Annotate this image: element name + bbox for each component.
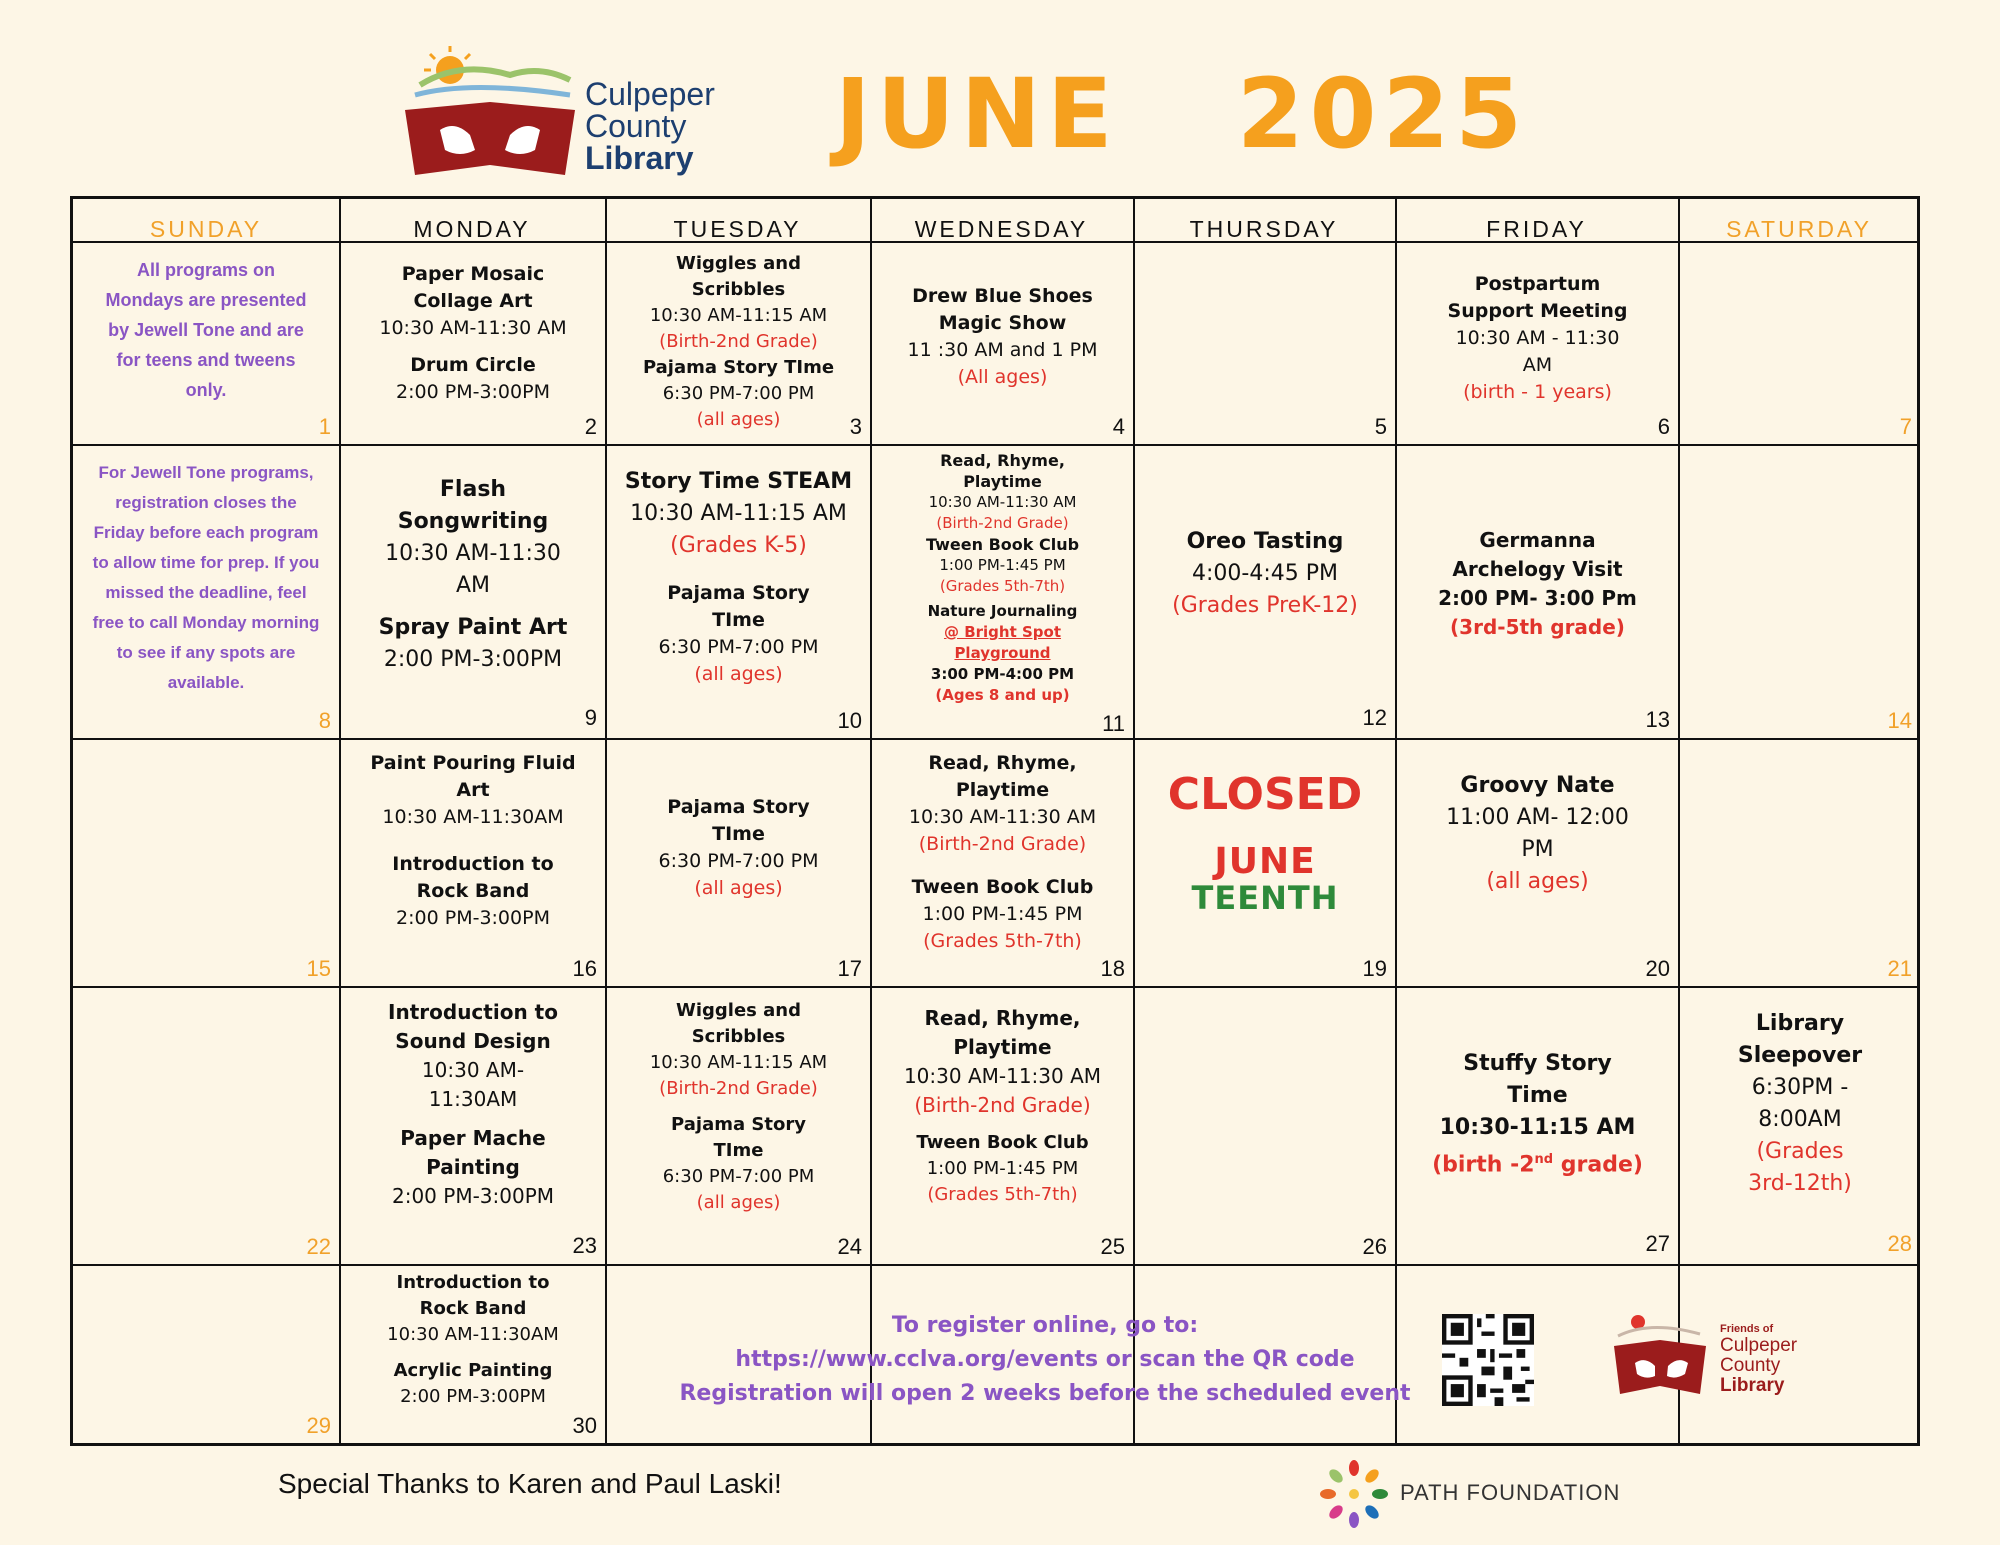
event-time: 1:00 PM-1:45 PM — [922, 903, 1083, 925]
note-line: Mondays are presented — [105, 290, 307, 310]
friends-line: County — [1720, 1355, 1781, 1376]
event-title: Read, Rhyme, — [924, 1006, 1081, 1030]
event-time: 6:30 PM-7:00 PM — [658, 850, 819, 872]
day-cell-9 — [341, 446, 605, 738]
path-foundation-label: PATH FOUNDATION — [1400, 1480, 1621, 1505]
closed-label: CLOSED — [1167, 769, 1363, 820]
event-title: Library — [1755, 1011, 1845, 1036]
event-audience: (Grades — [1756, 1139, 1844, 1164]
event-title: Paper Mache — [400, 1126, 546, 1150]
event-title: Painting — [426, 1155, 520, 1179]
calendar-grid — [70, 196, 1920, 1446]
date-number: 19 — [1362, 956, 1387, 981]
day-cell-26 — [1135, 988, 1395, 1264]
event-audience: (3rd-5th grade) — [1450, 615, 1625, 639]
event-title: Paint Pouring Fluid — [370, 752, 576, 774]
note-line: Friday before each program — [93, 523, 319, 542]
date-number: 8 — [318, 708, 331, 733]
date-number: 7 — [1899, 414, 1912, 439]
day-cell-18 — [872, 740, 1133, 986]
event-time: 4:00-4:45 PM — [1192, 561, 1338, 586]
event-title: Tween Book Club — [916, 1132, 1089, 1153]
event-audience: (Grades 5th-7th) — [939, 577, 1066, 595]
event-time: 6:30PM - — [1751, 1075, 1849, 1100]
day-cell-3 — [607, 243, 870, 444]
date-number: 17 — [837, 956, 862, 981]
register-line: To register online, go to: — [891, 1313, 1199, 1338]
day-cell-25 — [872, 988, 1133, 1264]
day-cell-28 — [1680, 988, 1920, 1264]
date-number: 24 — [837, 1234, 862, 1259]
event-time: 10:30 AM-11:30 AM — [928, 493, 1077, 511]
event-audience: (birth - 1 years) — [1463, 381, 1612, 403]
event-audience: (Grades 5th-7th) — [927, 1184, 1078, 1205]
juneteenth-word-teenth: TEENTH — [1191, 879, 1339, 917]
event-audience: (Grades K-5) — [670, 533, 807, 558]
day-cell-22 — [73, 988, 339, 1264]
event-audience: (Birth-2nd Grade) — [659, 1078, 818, 1099]
day-cell-12 — [1135, 446, 1395, 738]
event-time: 1:00 PM-1:45 PM — [926, 1158, 1079, 1179]
register-url[interactable]: https://www.cclva.org/events or scan the QR code — [735, 1347, 1355, 1372]
date-number: 9 — [584, 705, 597, 730]
event-title: Paper Mosaic — [401, 263, 545, 285]
event-audience: (all ages) — [1486, 869, 1589, 894]
day-cell-17 — [607, 740, 870, 986]
date-number: 20 — [1645, 956, 1670, 981]
day-cell-14 — [1680, 446, 1920, 738]
dayname-saturday: SATURDAY — [1726, 216, 1872, 242]
day-cell-8 — [73, 446, 339, 738]
event-title: Acrylic Painting — [393, 1360, 553, 1381]
event-time: 6:30 PM-7:00 PM — [662, 383, 815, 404]
event-title: Postpartum — [1474, 273, 1601, 295]
date-number: 29 — [306, 1413, 331, 1438]
friends-line: Friends of — [1720, 1323, 1774, 1335]
event-title: Pajama Story TIme — [642, 357, 835, 378]
dayname-friday: FRIDAY — [1486, 216, 1587, 242]
register-line: Registration will open 2 weeks before the scheduled event — [679, 1381, 1411, 1406]
friends-logo — [1610, 1308, 1830, 1398]
event-title: Stuffy Story — [1463, 1051, 1612, 1076]
event-audience: (all ages) — [696, 1192, 781, 1213]
date-number: 2 — [584, 414, 597, 439]
date-number: 15 — [306, 956, 331, 981]
event-time: 10:30 AM-11:30AM — [382, 806, 564, 828]
event-audience: (Birth-2nd Grade) — [936, 514, 1069, 532]
day-cell-27 — [1397, 988, 1678, 1264]
event-title: Rock Band — [416, 880, 530, 902]
event-audience: (Grades 5th-7th) — [923, 930, 1082, 952]
date-number: 18 — [1100, 956, 1125, 981]
day-cell-6 — [1397, 243, 1678, 444]
event-time: 10:30 AM-11:30 — [385, 541, 561, 566]
date-number: 12 — [1362, 705, 1387, 730]
date-number: 26 — [1362, 1234, 1387, 1259]
path-foundation-icon — [1318, 1458, 1390, 1530]
event-time: 10:30 AM-11:15 AM — [649, 305, 828, 326]
event-title: Sound Design — [395, 1029, 551, 1053]
library-logo-text — [585, 78, 715, 174]
day-cell-16 — [341, 740, 605, 986]
dayname-wednesday: WEDNESDAY — [914, 216, 1089, 242]
event-time: 2:00 PM-3:00PM — [396, 381, 550, 403]
event-time: 6:30 PM-7:00 PM — [662, 1166, 815, 1187]
event-audience: (Grades PreK-12) — [1172, 593, 1358, 618]
event-title: Support Meeting — [1447, 300, 1628, 322]
monday-programs-note — [73, 243, 339, 405]
event-title: Groovy Nate — [1460, 773, 1615, 798]
date-number: 22 — [306, 1234, 331, 1259]
date-number: 11 — [1102, 711, 1125, 736]
event-time: 1:00 PM-1:45 PM — [939, 556, 1066, 574]
day-cell-10 — [607, 446, 870, 738]
date-number: 1 — [318, 414, 331, 439]
event-time: 2:00 PM-3:00PM — [391, 1184, 555, 1208]
event-audience: (Ages 8 and up) — [935, 686, 1070, 704]
event-time: AM — [455, 573, 491, 598]
day-cell-29 — [73, 1266, 339, 1443]
special-thanks: Special Thanks to Karen and Paul Laski! — [278, 1468, 782, 1499]
event-title: Read, Rhyme, — [928, 752, 1077, 774]
event-location-link[interactable]: Playground — [954, 644, 1051, 662]
event-title: Tween Book Club — [911, 876, 1094, 898]
event-title: Scribbles — [691, 1026, 786, 1047]
event-title: Playtime — [955, 779, 1050, 801]
page-title: JUNE 2025 — [835, 58, 1529, 170]
day-cell-4 — [872, 243, 1133, 444]
event-time: 11:00 AM- 12:00 — [1446, 805, 1629, 830]
registration-note — [73, 446, 339, 698]
event-audience: (Birth-2nd Grade) — [914, 1093, 1091, 1117]
note-line: only. — [185, 380, 227, 400]
event-title: Story Time STEAM — [624, 469, 853, 494]
event-title: Art — [456, 779, 490, 801]
event-title: Tween Book Club — [925, 535, 1080, 554]
juneteenth-graphic — [1135, 841, 1395, 917]
event-title: Wiggles and — [676, 253, 801, 274]
day-cell-15 — [73, 740, 339, 986]
note-line: missed the deadline, feel — [105, 583, 307, 602]
logo-line-library: Library — [585, 140, 694, 176]
event-title: Time — [1507, 1083, 1568, 1108]
event-title: TIme — [712, 823, 765, 845]
event-time: 10:30-11:15 AM — [1439, 1115, 1636, 1140]
audience-superscript: nd — [1534, 1152, 1554, 1167]
event-title: TIme — [713, 1140, 764, 1161]
audience-part: grade) — [1553, 1152, 1643, 1178]
event-title: TIme — [712, 609, 765, 631]
date-number: 23 — [572, 1233, 597, 1258]
event-title: Drew Blue Shoes — [912, 285, 1093, 307]
event-time: 11:30AM — [428, 1087, 518, 1111]
day-cell-23 — [341, 988, 605, 1264]
day-cell-11 — [872, 446, 1133, 738]
event-title: Rock Band — [419, 1298, 527, 1319]
day-cell-7 — [1680, 243, 1920, 444]
event-audience — [1397, 1144, 1678, 1181]
logo-line-culpeper: Culpeper — [585, 76, 715, 112]
event-title: Nature Journaling — [927, 602, 1078, 620]
event-time: PM — [1521, 837, 1554, 862]
date-number: 10 — [837, 708, 862, 733]
date-number: 16 — [572, 956, 597, 981]
event-title: Pajama Story — [671, 1114, 806, 1135]
event-time: 10:30 AM-11:30AM — [387, 1324, 559, 1345]
event-audience: 3rd-12th) — [1748, 1171, 1852, 1196]
event-audience: (All ages) — [957, 366, 1048, 388]
logo-line-county: County — [585, 108, 687, 144]
date-number: 27 — [1645, 1231, 1670, 1256]
event-title: Sleepover — [1737, 1043, 1863, 1068]
note-line: available. — [167, 673, 245, 692]
event-time: 2:00 PM-3:00PM — [400, 1386, 546, 1407]
day-cell-1 — [73, 243, 339, 444]
dayname-thursday: THURSDAY — [1189, 216, 1339, 242]
event-title: Introduction to — [396, 1272, 550, 1293]
event-time: 11 :30 AM and 1 PM — [907, 339, 1098, 361]
event-title: Introduction to — [392, 853, 554, 875]
day-cell-30 — [341, 1266, 605, 1443]
event-title: Wiggles and — [676, 1000, 801, 1021]
date-number: 28 — [1887, 1231, 1912, 1256]
event-title: Archelogy Visit — [1452, 557, 1623, 581]
event-time: 10:30 AM-11:30 AM — [908, 806, 1097, 828]
date-number: 14 — [1887, 708, 1912, 733]
note-line: to allow time for prep. If you — [92, 553, 320, 572]
date-number: 4 — [1112, 414, 1125, 439]
day-cell-20 — [1397, 740, 1678, 986]
date-number: 13 — [1645, 707, 1670, 732]
note-line: registration closes the — [115, 493, 297, 512]
event-audience: (all ages) — [696, 409, 781, 430]
event-title: Flash — [439, 477, 507, 502]
note-line: for teens and tweens — [116, 350, 296, 370]
event-time: 10:30 AM-11:30 AM — [379, 317, 567, 339]
event-title: Songwriting — [397, 509, 549, 534]
event-time: 8:00AM — [1758, 1107, 1842, 1132]
event-time: 3:00 PM-4:00 PM — [930, 665, 1075, 683]
event-title: Magic Show — [938, 312, 1067, 334]
event-time: 10:30 AM-11:30 AM — [903, 1064, 1102, 1088]
event-time: 2:00 PM- 3:00 Pm — [1438, 586, 1637, 610]
note-line: free to call Monday morning — [92, 613, 320, 632]
event-time: 10:30 AM- — [421, 1058, 525, 1082]
event-time: 2:00 PM-3:00PM — [396, 907, 550, 929]
day-cell-21 — [1680, 740, 1920, 986]
event-time: 10:30 AM - 11:30 — [1455, 327, 1620, 349]
event-time: 6:30 PM-7:00 PM — [658, 636, 819, 658]
registration-info — [595, 1309, 1495, 1411]
note-line: to see if any spots are — [116, 643, 296, 662]
note-line: All programs on — [136, 260, 275, 280]
day-cell-24 — [607, 988, 870, 1264]
event-title: Pajama Story — [667, 582, 810, 604]
event-title: Scribbles — [691, 279, 786, 300]
audience-part: (birth -2 — [1432, 1152, 1535, 1178]
dayname-sunday: SUNDAY — [149, 216, 263, 242]
friends-line: Library — [1720, 1375, 1785, 1396]
qr-code[interactable] — [1442, 1314, 1534, 1406]
event-title: Oreo Tasting — [1186, 529, 1344, 554]
event-title: Introduction to — [388, 1000, 558, 1024]
day-cell-13 — [1397, 446, 1678, 738]
event-title: Germanna — [1479, 528, 1596, 552]
date-number: 5 — [1374, 414, 1387, 439]
dayname-monday: MONDAY — [413, 216, 531, 242]
event-audience: (Birth-2nd Grade) — [918, 833, 1087, 855]
day-cell-2 — [341, 243, 605, 444]
event-time: AM — [1522, 354, 1553, 376]
event-title: Drum Circle — [410, 354, 536, 376]
event-title: Spray Paint Art — [378, 615, 568, 640]
friends-logo-icon — [1610, 1308, 1710, 1398]
event-audience: (all ages) — [694, 877, 783, 899]
date-number: 25 — [1100, 1234, 1125, 1259]
event-title: Playtime — [963, 472, 1042, 491]
event-audience: (Birth-2nd Grade) — [659, 331, 818, 352]
event-time: 10:30 AM-11:15 AM — [649, 1052, 828, 1073]
event-time: 2:00 PM-3:00PM — [383, 647, 563, 672]
date-number: 30 — [572, 1413, 597, 1438]
event-time: 10:30 AM-11:15 AM — [630, 501, 847, 526]
date-number: 3 — [849, 414, 862, 439]
friends-line: Culpeper — [1720, 1335, 1798, 1356]
event-title: Collage Art — [413, 290, 533, 312]
note-line: by Jewell Tone and are — [108, 320, 304, 340]
juneteenth-word-june: JUNE — [1214, 841, 1316, 882]
event-audience: (all ages) — [694, 663, 783, 685]
event-location-link[interactable]: @ Bright Spot — [943, 623, 1062, 641]
event-title: Playtime — [953, 1035, 1052, 1059]
note-line: For Jewell Tone programs, — [98, 463, 314, 482]
friends-logo-text — [1720, 1322, 1797, 1396]
date-number: 6 — [1657, 414, 1670, 439]
date-number: 21 — [1887, 956, 1912, 981]
day-cell-19 — [1135, 740, 1395, 986]
event-title: Read, Rhyme, — [940, 451, 1065, 470]
dayname-tuesday: TUESDAY — [673, 216, 802, 242]
event-title: Pajama Story — [667, 796, 810, 818]
day-cell-5 — [1135, 243, 1395, 444]
